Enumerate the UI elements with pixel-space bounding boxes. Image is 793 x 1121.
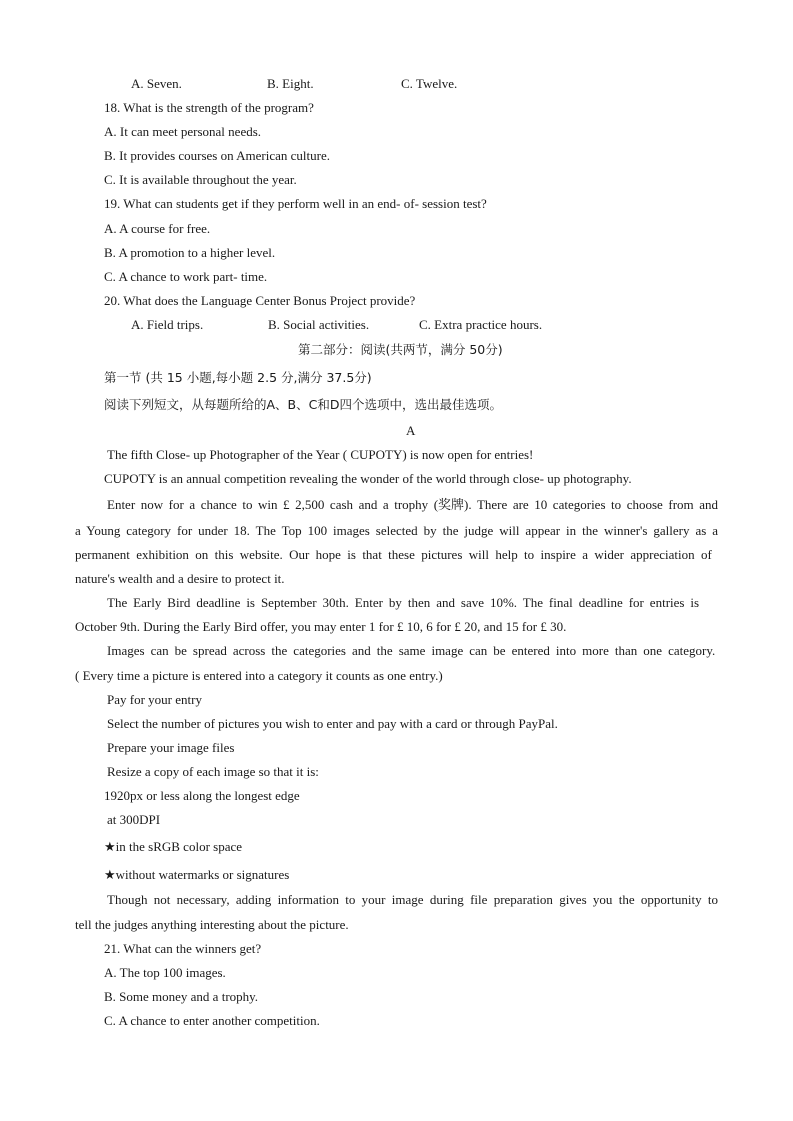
section1-title: 第一节 (共 15 小题,每小题 2.5 分,满分 37.5分) [104,370,372,385]
q21-option-c: C. A chance to enter another competition. [104,1013,320,1028]
q19-option-a: A. A course for free. [104,221,211,236]
passage-p3-line4: nature's wealth and a desire to protect it. [75,571,285,586]
q21-option-a: A. The top 100 images. [104,965,226,980]
passage-p4-line1: The Early Bird deadline is September 30th. Enter by then and save 10%. The final deadline for entries is [107,595,700,610]
requirement-1: 1920px or less along the longest edge [104,788,300,803]
passage-p2: CUPOTY is an annual competition revealing the wonder of the world through close- up photography. [104,471,632,486]
q21-stem: 21. What can the winners get? [104,941,262,956]
q20-option-a: A. Field trips. [131,317,204,332]
passage-p3-line2: a Young category for under 18. The Top 100 images selected by the judge will appear in the winner's gallery as a [75,523,719,538]
passage-p3-line3: permanent exhibition on this website. Our hope is that these pictures will help to inspire a wider appreciation of [75,547,712,562]
q17-option-a: A. Seven. [131,76,182,91]
q18-option-a: A. It can meet personal needs. [104,124,262,139]
pay-heading: Pay for your entry [107,692,202,707]
requirement-2: at 300DPI [107,812,161,827]
part2-title: 第二部分：阅读(共两节，满分 50分) [298,342,503,357]
q17-option-b: B. Eight. [267,76,314,91]
q21-option-b: B. Some money and a trophy. [104,989,259,1004]
q20-option-c: C. Extra practice hours. [419,317,543,332]
passage-p1: The fifth Close- up Photographer of the Year ( CUPOTY) is now open for entries! [107,447,534,462]
q19-option-c: C. A chance to work part- time. [104,269,268,284]
requirement-4: ★without watermarks or signatures [104,867,290,882]
passage-p5-line2: ( Every time a picture is entered into a category it counts as one entry.) [75,668,443,683]
q20-option-b: B. Social activities. [268,317,370,332]
passage-p5-line1: Images can be spread across the categories and the same image can be entered into more than one category. [107,643,716,658]
passage-p6-line1: Though not necessary, adding information to your image during file preparation gives you the opportunity to [107,892,718,907]
resize-text: Resize a copy of each image so that it is: [107,764,319,779]
instructions: 阅读下列短文，从每题所给的A、B、C和D四个选项中，选出最佳选项。 [104,397,502,412]
passage-p4-line2: October 9th. During the Early Bird offer, you may enter 1 for £ 10, 6 for £ 20, and 15 for £ 30. [75,619,567,634]
q18-option-b: B. It provides courses on American culture. [104,148,330,163]
passage-label: A [406,423,416,438]
requirement-3: ★in the sRGB color space [104,839,243,854]
q18-option-c: C. It is available throughout the year. [104,172,297,187]
prep-heading: Prepare your image files [107,740,235,755]
passage-p3-line1: Enter now for a chance to win £ 2,500 cash and a trophy (奖牌). There are 10 categories to choose from and [107,497,718,512]
q19-option-b: B. A promotion to a higher level. [104,245,276,260]
q19-stem: 19. What can students get if they perform well in an end- of- session test? [104,196,487,211]
passage-p6-line2: tell the judges anything interesting about the picture. [75,917,349,932]
q18-stem: 18. What is the strength of the program? [104,100,314,115]
pay-text: Select the number of pictures you wish to enter and pay with a card or through PayPal. [107,716,558,731]
q17-option-c: C. Twelve. [401,76,458,91]
q20-stem: 20. What does the Language Center Bonus Project provide? [104,293,416,308]
